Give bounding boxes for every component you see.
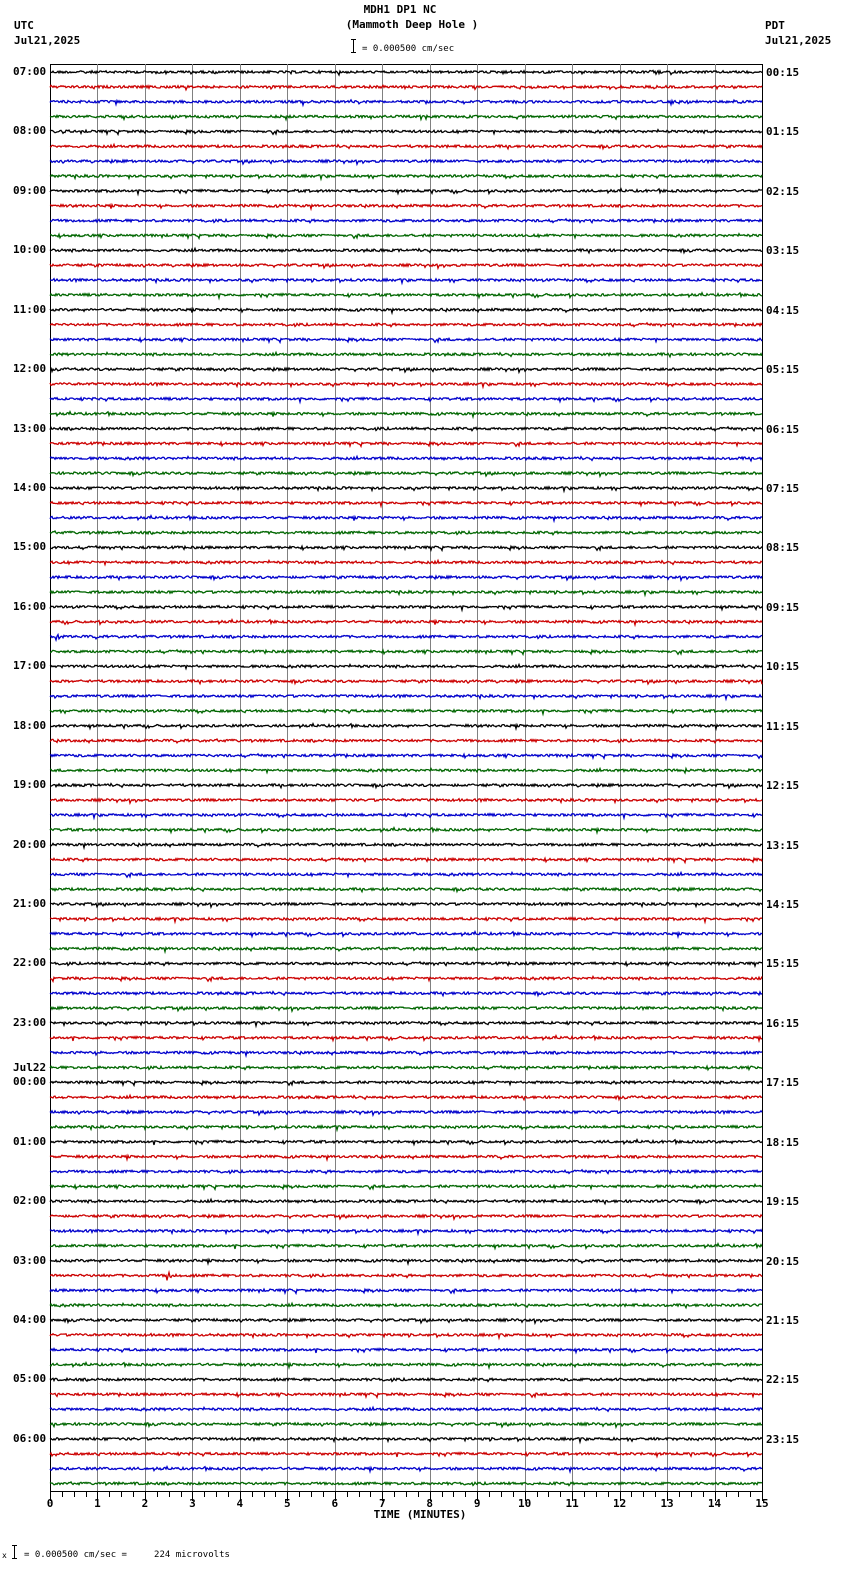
seismic-trace	[50, 546, 762, 551]
seismic-trace	[50, 665, 762, 669]
seismic-trace	[50, 635, 762, 640]
seismic-trace	[50, 1303, 762, 1307]
pdt-hour-label: 04:15	[766, 303, 800, 317]
pdt-hour-label: 02:15	[766, 184, 800, 198]
seismic-trace	[50, 1482, 762, 1486]
utc-hour-label: 01:00	[13, 1134, 47, 1148]
pdt-hour-label: 14:15	[766, 898, 800, 912]
seismic-trace	[50, 1378, 762, 1382]
seismic-trace	[50, 516, 762, 521]
seismic-trace	[50, 695, 762, 699]
seismic-trace	[50, 1438, 762, 1442]
seismic-trace	[50, 1199, 762, 1203]
x-tick-label: 0	[46, 1497, 54, 1510]
seismic-trace	[50, 1363, 762, 1368]
seismic-trace	[50, 144, 762, 148]
pdt-hour-label: 10:15	[766, 660, 800, 674]
x-tick-label: 8	[426, 1497, 434, 1510]
seismic-trace	[50, 1244, 762, 1249]
x-tick-label: 7	[378, 1497, 386, 1510]
seismic-trace	[50, 947, 762, 952]
seismic-trace	[50, 1289, 762, 1293]
utc-hour-label: 12:00	[13, 362, 47, 376]
x-tick-label: 4	[236, 1497, 244, 1510]
seismic-trace	[50, 739, 762, 743]
utc-hour-label: 08:00	[13, 124, 47, 138]
x-tick-label: 3	[189, 1497, 196, 1510]
pdt-hour-label: 06:15	[766, 422, 800, 436]
utc-hour-label: 14:00	[13, 481, 47, 494]
seismic-trace	[50, 1393, 762, 1397]
seismic-trace	[50, 293, 762, 298]
seismic-trace	[50, 1407, 762, 1411]
utc-hour-label: 11:00	[13, 302, 47, 316]
x-tick-label: 9	[473, 1497, 481, 1510]
seismic-trace	[50, 323, 762, 327]
seismic-trace	[50, 352, 762, 356]
x-tick-label: 13	[660, 1497, 674, 1510]
seismic-trace	[50, 219, 762, 223]
station-location: (Mammoth Deep Hole )	[345, 18, 479, 31]
seismic-trace	[50, 754, 762, 759]
seismic-trace	[50, 1111, 762, 1115]
station-title: MDH1 DP1 NC	[363, 3, 437, 16]
seismic-trace	[50, 843, 762, 848]
seismic-trace	[50, 1467, 762, 1472]
x-tick-label: 11	[565, 1497, 579, 1510]
seismic-trace	[50, 442, 762, 446]
seismic-trace	[50, 1007, 762, 1011]
seismic-trace	[50, 858, 762, 863]
seismic-trace	[50, 85, 762, 90]
utc-hour-label: 06:00	[13, 1431, 47, 1445]
seismic-trace	[50, 873, 762, 878]
seismic-trace	[50, 784, 762, 788]
pdt-hour-label: 08:15	[766, 541, 800, 555]
pdt-hour-label: 16:15	[766, 1016, 800, 1030]
pdt-hour-label: 17:15	[766, 1076, 800, 1090]
pdt-hour-label: 13:15	[766, 838, 800, 852]
seismic-trace	[50, 1334, 762, 1338]
seismic-trace	[50, 724, 762, 729]
utc-hour-label: 04:00	[13, 1313, 47, 1327]
pdt-hour-label: 03:15	[766, 244, 800, 258]
seismic-trace	[50, 1066, 762, 1070]
seismic-trace	[50, 160, 762, 164]
seismic-trace	[50, 903, 762, 907]
right-date: Jul21,2025	[765, 34, 832, 47]
seismic-trace	[50, 1095, 762, 1099]
seismic-trace	[50, 248, 762, 252]
seismic-trace	[50, 70, 762, 75]
seismic-trace	[50, 308, 762, 313]
utc-hour-label: 09:00	[13, 183, 47, 197]
seismic-trace	[50, 1319, 762, 1323]
seismic-trace	[50, 918, 762, 922]
seismic-trace	[50, 799, 762, 803]
pdt-hour-label: 18:15	[766, 1135, 800, 1149]
right-timezone: PDT	[765, 19, 785, 32]
x-tick-label: 14	[707, 1497, 722, 1510]
seismic-trace	[50, 591, 762, 595]
seismic-trace	[50, 412, 762, 417]
seismic-trace	[50, 1170, 762, 1174]
seismic-trace	[50, 487, 762, 491]
seismic-trace	[50, 1215, 762, 1219]
seismic-trace	[50, 992, 762, 996]
date-change-label: Jul22	[13, 1061, 47, 1075]
x-tick-label: 12	[612, 1497, 627, 1510]
pdt-hour-label: 19:15	[766, 1195, 800, 1209]
x-tick-label: 15	[755, 1497, 769, 1510]
seismic-trace	[50, 769, 762, 773]
seismic-trace	[50, 1081, 762, 1086]
x-tick-label: 5	[284, 1497, 291, 1510]
footer-scale-text: = 0.000500 cm/sec = 224 microvolts	[24, 1550, 230, 1560]
footer-scale-bar-icon	[12, 1545, 17, 1559]
seismic-trace	[50, 130, 762, 135]
utc-hour-label: 10:00	[13, 243, 47, 257]
seismic-trace	[50, 1155, 762, 1160]
seismic-trace	[50, 680, 762, 684]
x-tick-label: 2	[141, 1497, 149, 1510]
utc-hour-label: 17:00	[13, 659, 47, 673]
seismic-trace	[50, 368, 762, 372]
x-tick-label: 10	[518, 1497, 532, 1510]
seismic-trace	[50, 606, 762, 611]
seismic-trace	[50, 560, 762, 564]
utc-hour-label: 07:00	[13, 65, 47, 78]
utc-hour-label: 22:00	[13, 956, 47, 970]
seismic-trace	[50, 279, 762, 283]
utc-hour-label: 00:00	[13, 1075, 47, 1089]
seismic-trace	[50, 620, 762, 625]
seismic-trace	[50, 338, 762, 342]
seismic-trace	[50, 576, 762, 580]
seismic-trace	[50, 977, 762, 982]
seismic-trace	[50, 427, 762, 431]
x-tick-label: 1	[94, 1497, 101, 1510]
seismic-trace	[50, 932, 762, 937]
pdt-hour-label: 20:15	[766, 1254, 800, 1268]
utc-hour-label: 16:00	[13, 599, 47, 613]
seismic-trace	[50, 962, 762, 966]
seismic-trace	[50, 502, 762, 507]
utc-hour-label: 03:00	[13, 1253, 47, 1267]
seismic-trace	[50, 1051, 762, 1056]
pdt-hour-label: 23:15	[766, 1432, 800, 1446]
seismic-trace	[50, 1230, 762, 1234]
pdt-hour-label: 15:15	[766, 957, 800, 971]
seismic-trace	[50, 1036, 762, 1041]
seismic-trace	[50, 383, 762, 387]
seismic-trace	[50, 828, 762, 833]
utc-hour-label: 02:00	[13, 1194, 47, 1208]
seismic-trace	[50, 710, 762, 715]
seismic-trace	[50, 650, 762, 655]
seismic-trace	[50, 115, 762, 119]
utc-hour-label: 18:00	[13, 718, 47, 732]
utc-hour-label: 15:00	[13, 540, 47, 554]
seismic-trace	[50, 398, 762, 403]
seismic-trace	[50, 204, 762, 209]
utc-hour-label: 21:00	[13, 897, 47, 911]
seismic-trace	[50, 189, 762, 194]
seismic-trace	[50, 1185, 762, 1190]
seismic-trace	[50, 1348, 762, 1353]
seismic-trace	[50, 1259, 762, 1264]
left-date: Jul21,2025	[14, 34, 81, 47]
footer-prefix: x	[2, 1551, 7, 1560]
seismic-trace	[50, 1126, 762, 1130]
seismic-trace	[50, 264, 762, 268]
seismic-trace	[50, 814, 762, 818]
scale-text: = 0.000500 cm/sec	[362, 44, 455, 54]
utc-hour-label: 19:00	[13, 778, 47, 792]
x-tick-label: 6	[331, 1497, 339, 1510]
utc-hour-label: 23:00	[13, 1015, 47, 1029]
pdt-hour-label: 05:15	[766, 363, 800, 377]
seismic-trace	[50, 1452, 762, 1457]
seismic-trace	[50, 234, 762, 239]
pdt-hour-label: 07:15	[766, 482, 800, 495]
pdt-hour-label: 09:15	[766, 600, 800, 614]
seismic-trace	[50, 472, 762, 476]
seismic-trace	[50, 175, 762, 179]
pdt-hour-label: 21:15	[766, 1314, 800, 1328]
pdt-hour-label: 11:15	[766, 719, 800, 733]
seismic-trace	[50, 1423, 762, 1427]
seismic-trace	[50, 888, 762, 892]
pdt-hour-label: 01:15	[766, 125, 800, 139]
pdt-hour-label: 00:15	[766, 66, 800, 79]
seismic-trace	[50, 100, 762, 105]
seismic-trace	[50, 456, 762, 460]
seismic-trace	[50, 1272, 762, 1280]
pdt-hour-label: 22:15	[766, 1373, 800, 1387]
x-axis-label: TIME (MINUTES)	[373, 1508, 467, 1521]
left-timezone: UTC	[14, 19, 34, 32]
seismic-trace	[50, 1022, 762, 1026]
pdt-hour-label: 12:15	[766, 779, 800, 793]
seismic-trace	[50, 531, 762, 535]
utc-hour-label: 13:00	[13, 421, 47, 435]
utc-hour-label: 05:00	[13, 1372, 47, 1386]
seismic-trace	[50, 1140, 762, 1145]
utc-hour-label: 20:00	[13, 837, 47, 851]
